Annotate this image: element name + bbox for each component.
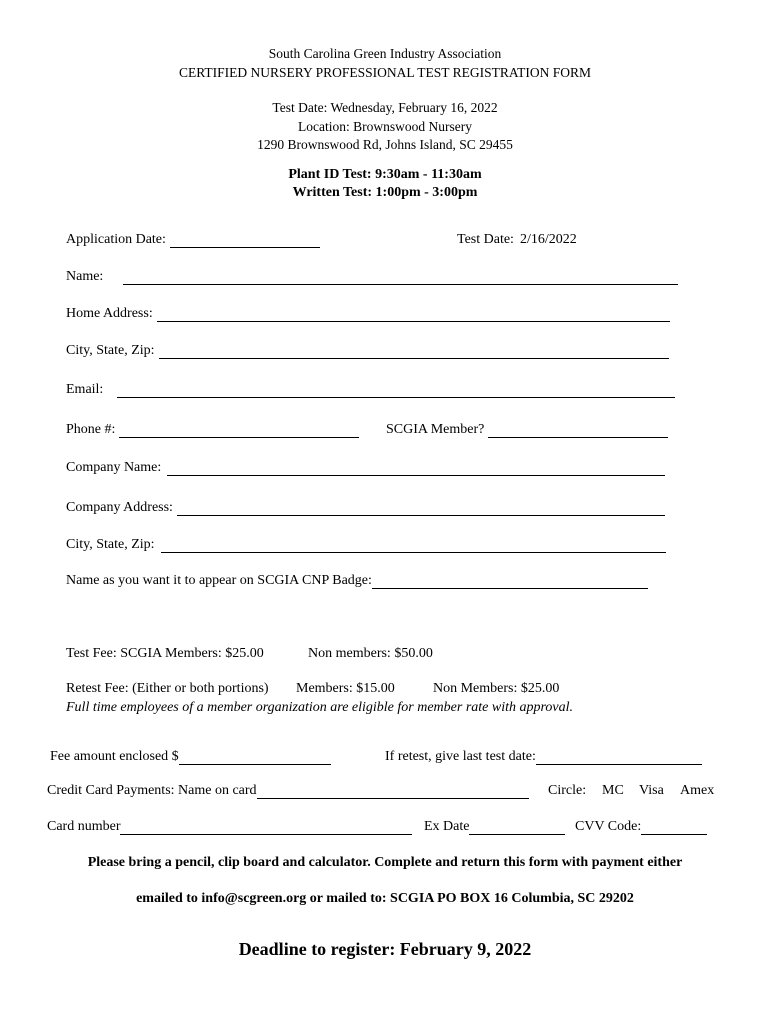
home-address-field — [66, 306, 670, 322]
name-label: Name: — [66, 269, 104, 284]
company-city-state-zip-input[interactable] — [161, 537, 666, 553]
company-city-state-zip-field — [66, 537, 666, 553]
fee-enclosed-field — [50, 749, 331, 765]
last-test-date-field — [385, 749, 702, 765]
city-state-zip-label: City, State, Zip: — [66, 343, 155, 358]
email-input[interactable] — [117, 382, 675, 398]
scgia-member-input[interactable] — [488, 422, 668, 438]
registration-deadline: Deadline to register: February 9, 2022 — [238, 939, 532, 959]
phone-input[interactable] — [119, 422, 359, 438]
ex-date-field — [424, 819, 565, 835]
member-rate-note: Full time employees of a member organization are eligible for member rate with approval. — [66, 700, 574, 715]
scgia-member-field — [386, 422, 668, 438]
company-name-field — [66, 460, 665, 476]
card-type-mc[interactable]: MC — [602, 783, 624, 798]
badge-name-input[interactable] — [372, 573, 648, 589]
company-name-label: Company Name: — [66, 460, 162, 475]
city-state-zip-input[interactable] — [159, 343, 669, 359]
application-date-input[interactable] — [170, 232, 320, 248]
address-line: 1290 Brownswood Rd, Johns Island, SC 29455 — [257, 137, 513, 152]
email-field — [66, 382, 675, 398]
cvv-input[interactable] — [641, 819, 707, 835]
name-input[interactable] — [123, 269, 678, 285]
phone-label: Phone #: — [66, 422, 116, 437]
name-field — [66, 269, 678, 285]
test-date-value: 2/16/2022 — [519, 232, 577, 247]
application-date-field — [66, 232, 320, 248]
written-test: Written Test: 1:00pm - 3:00pm — [292, 185, 478, 200]
badge-name-field — [66, 573, 648, 589]
card-name-field — [47, 783, 529, 799]
card-type-amex[interactable]: Amex — [680, 783, 715, 798]
bring-supplies-note: Please bring a pencil, clip board and calculator. Complete and return this form with payment either — [87, 855, 683, 870]
ex-date-input[interactable] — [469, 819, 565, 835]
test-fee-members: Test Fee: SCGIA Members: $25.00 — [66, 646, 264, 661]
test-fee-non-members: Non members: $50.00 — [308, 646, 433, 661]
company-address-label: Company Address: — [66, 500, 173, 515]
submission-instructions: emailed to info@scgreen.org or mailed to: SCGIA PO BOX 16 Columbia, SC 29202 — [136, 891, 634, 906]
org-name: South Carolina Green Industry Association — [268, 46, 502, 61]
email-label: Email: — [66, 382, 104, 397]
application-date-label: Application Date: — [66, 232, 166, 247]
city-state-zip-field — [66, 343, 669, 359]
card-name-label: Credit Card Payments: Name on card — [47, 783, 257, 798]
location-line: Location: Brownswood Nursery — [298, 119, 472, 134]
company-name-input[interactable] — [167, 460, 665, 476]
cvv-field — [575, 819, 707, 835]
test-date-line: Test Date: Wednesday, February 16, 2022 — [272, 100, 498, 115]
scgia-member-label: SCGIA Member? — [386, 422, 485, 437]
test-date-field — [457, 232, 577, 248]
retest-fee-members: Members: $15.00 — [296, 681, 395, 696]
company-city-state-zip-label: City, State, Zip: — [66, 537, 155, 552]
card-name-input[interactable] — [257, 783, 529, 799]
plant-id-test: Plant ID Test: 9:30am - 11:30am — [288, 167, 482, 182]
home-address-input[interactable] — [157, 306, 670, 322]
badge-name-label: Name as you want it to appear on SCGIA CNP Badge: — [66, 573, 372, 588]
card-type-visa[interactable]: Visa — [639, 783, 664, 798]
ex-date-label: Ex Date — [424, 819, 470, 834]
test-date-label: Test Date: — [457, 232, 514, 247]
home-address-label: Home Address: — [66, 306, 153, 321]
retest-fee-non-members: Non Members: $25.00 — [433, 681, 560, 696]
card-number-label: Card number — [47, 819, 121, 834]
card-number-input[interactable] — [120, 819, 412, 835]
form-title: CERTIFIED NURSERY PROFESSIONAL TEST REGISTRATION FORM — [178, 65, 592, 80]
cvv-label: CVV Code: — [575, 819, 642, 834]
fee-enclosed-label: Fee amount enclosed $ — [50, 749, 179, 764]
last-test-date-label: If retest, give last test date: — [385, 749, 536, 764]
card-type-circle-label: Circle: — [548, 783, 587, 798]
retest-fee-label: Retest Fee: (Either or both portions) — [66, 681, 269, 696]
last-test-date-input[interactable] — [536, 749, 702, 765]
company-address-field — [66, 500, 665, 516]
phone-field — [66, 422, 359, 438]
fee-enclosed-input[interactable] — [179, 749, 331, 765]
company-address-input[interactable] — [177, 500, 665, 516]
card-number-field — [47, 819, 412, 835]
